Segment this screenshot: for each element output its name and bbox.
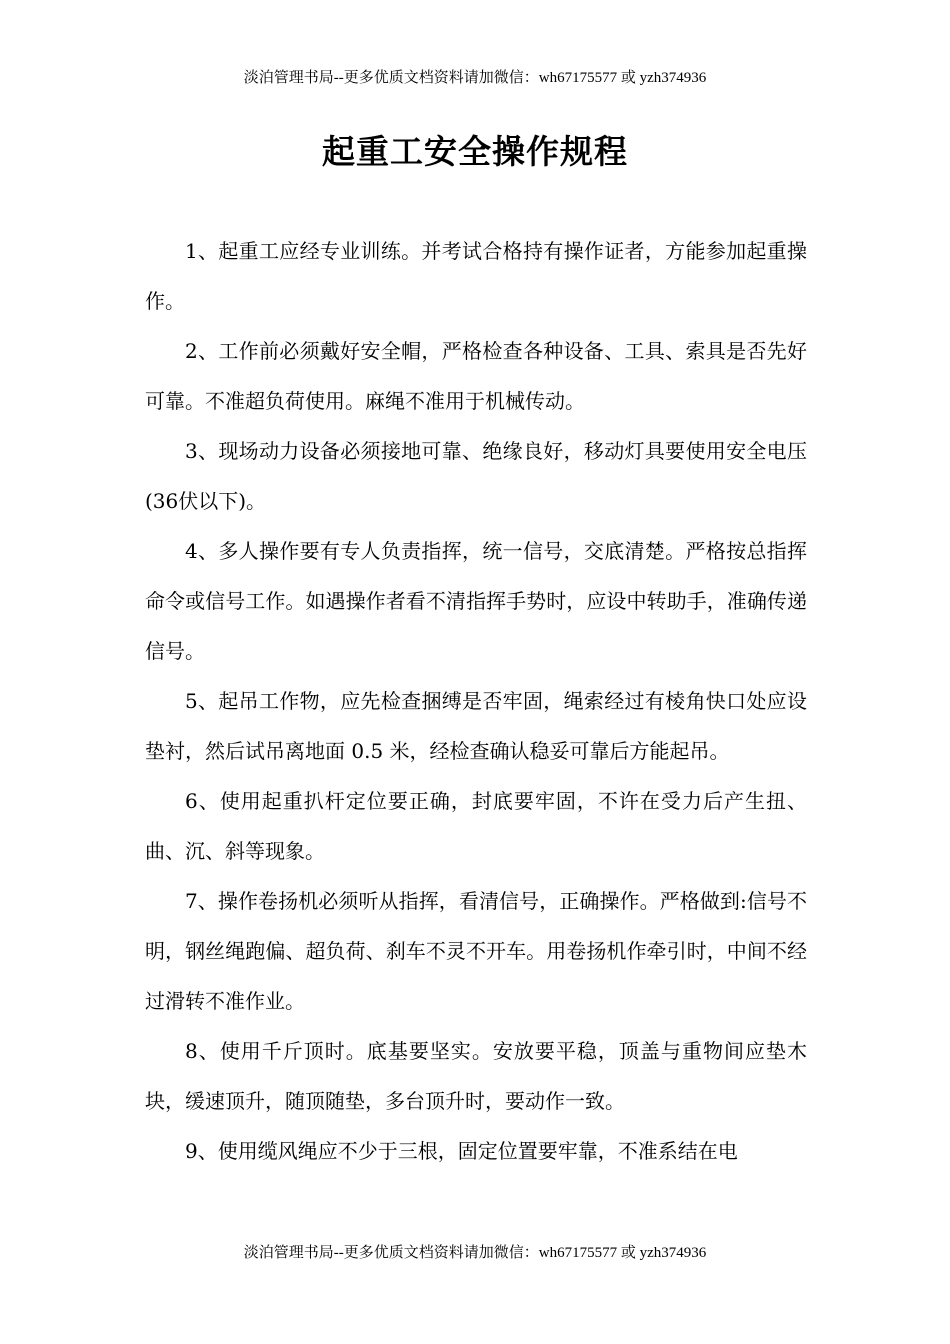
paragraph-7: 7、操作卷扬机必须听从指挥，看清信号，正确操作。严格做到:信号不明，钢丝绳跑偏、超负荷、刹车不灵不开车。用卷扬机作牵引时，中间不经过滑转不准作业。 <box>145 889 807 1013</box>
footer-note: 淡泊管理书局--更多优质文档资料请加微信：wh67175577 或 yzh374936 <box>243 1245 707 1261</box>
paragraph-4: 4、多人操作要有专人负责指挥，统一信号，交底清楚。严格按总指挥命令或信号工作。如遇操作者看不清指挥手势时，应设中转助手，准确传递信号。 <box>145 539 807 663</box>
document-body <box>145 226 807 1176</box>
paragraph-6: 6、使用起重扒杆定位要正确，封底要牢固，不许在受力后产生扭、曲、沉、斜等现象。 <box>145 789 807 863</box>
paragraph-2: 2、工作前必须戴好安全帽，严格检查各种设备、工具、索具是否先好可靠。不准超负荷使用。麻绳不准用于机械传动。 <box>145 339 807 413</box>
paragraph-1: 1、起重工应经专业训练。并考试合格持有操作证者，方能参加起重操作。 <box>145 239 807 313</box>
paragraph-9: 9、使用缆风绳应不少于三根，固定位置要牢靠，不准系结在电 <box>185 1139 738 1163</box>
document-title: 起重工安全操作规程 <box>322 132 628 171</box>
paragraph-8: 8、使用千斤顶时。底基要坚实。安放要平稳，顶盖与重物间应垫木块，缓速顶升，随顶随垫，多台顶升时，要动作一致。 <box>145 1039 807 1113</box>
paragraph-5: 5、起吊工作物，应先检查捆缚是否牢固，绳索经过有棱角快口处应设垫衬，然后试吊离地面 0.5 米，经检查确认稳妥可靠后方能起吊。 <box>145 689 807 763</box>
paragraph-3: 3、现场动力设备必须接地可靠、绝缘良好，移动灯具要使用安全电压(36伏以下)。 <box>145 439 807 513</box>
header-note: 淡泊管理书局--更多优质文档资料请加微信：wh67175577 或 yzh374936 <box>243 70 707 86</box>
